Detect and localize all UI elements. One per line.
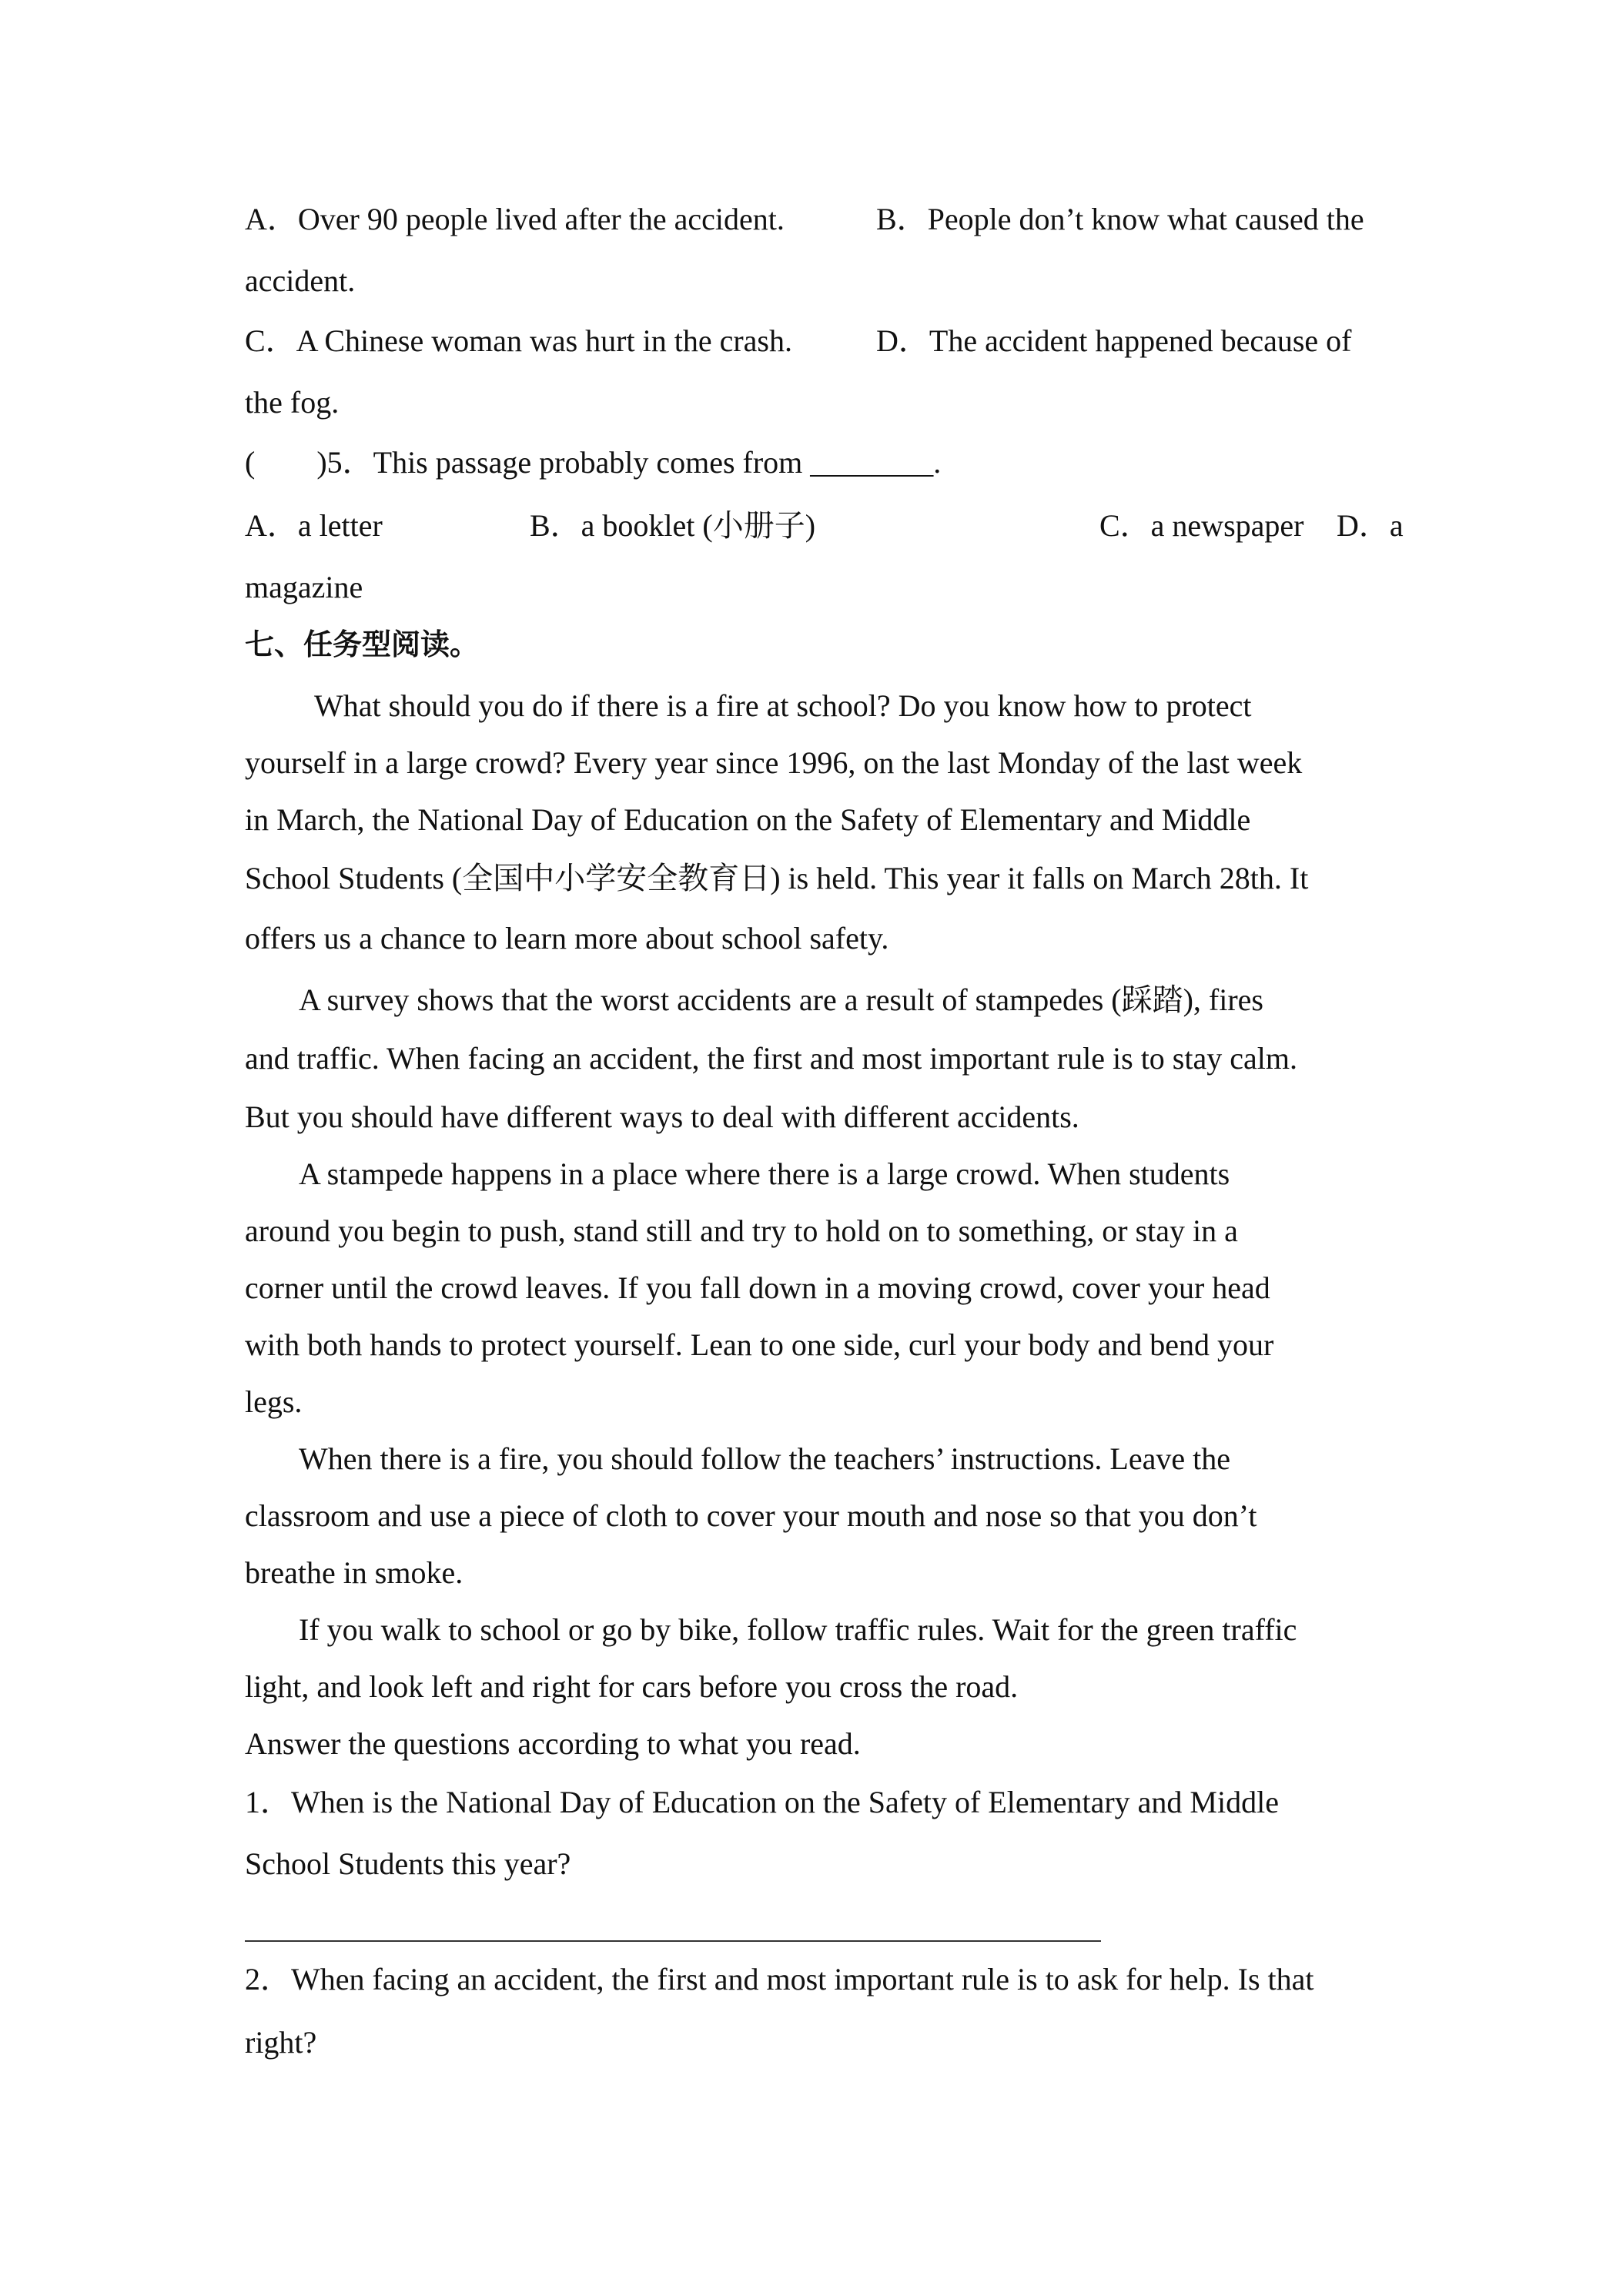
- question-1-line: 1．When is the National Day of Education on the Safety of Elementary and Middle: [245, 1785, 1279, 1819]
- passage-line: yourself in a large crowd? Every year since 1996, on the last Monday of the last week: [245, 745, 1303, 780]
- option-4c: C．A Chinese woman was hurt in the crash.: [245, 323, 792, 358]
- passage-line: breathe in smoke.: [245, 1555, 463, 1590]
- option-4a: A．Over 90 people lived after the accident.: [245, 202, 785, 236]
- passage-line: in March, the National Day of Education on the Safety of Elementary and Middle: [245, 802, 1251, 837]
- option-4b: B．People don’t know what caused the: [876, 202, 1364, 236]
- section-title: 七、任务型阅读。: [245, 628, 480, 661]
- passage-line: light, and look left and right for cars before you cross the road.: [245, 1669, 1019, 1704]
- option-5c: C．a newspaper: [1099, 508, 1304, 543]
- passage-line: But you should have different ways to deal with different accidents.: [245, 1099, 1079, 1134]
- question-1-line: School Students this year?: [245, 1846, 571, 1881]
- passage-line: When there is a fire, you should follow the teachers’ instructions. Leave the: [299, 1441, 1230, 1476]
- passage-line: classroom and use a piece of cloth to cover your mouth and nose so that you don’t: [245, 1498, 1257, 1533]
- passage-line: A survey shows that the worst accidents are a result of stampedes (踩踏), fires: [299, 982, 1263, 1017]
- option-5b: B．a booklet (小册子): [530, 508, 816, 543]
- option-5d: D．a: [1337, 508, 1404, 543]
- instructions: Answer the questions according to what you read.: [245, 1726, 861, 1761]
- passage-line: offers us a chance to learn more about school safety.: [245, 921, 889, 956]
- passage-line: with both hands to protect yourself. Lean to one side, curl your body and bend your: [245, 1327, 1274, 1362]
- option-4b-cont: accident.: [245, 263, 356, 298]
- option-4d: D．The accident happened because of: [876, 323, 1352, 358]
- question-2-line: right?: [245, 2025, 317, 2060]
- question-2-line: 2．When facing an accident, the first and most important rule is to ask for help. Is that: [245, 1962, 1314, 1996]
- passage-line: A stampede happens in a place where there is a large crowd. When students: [299, 1156, 1230, 1191]
- passage-line: If you walk to school or go by bike, follow traffic rules. Wait for the green traffic: [299, 1612, 1297, 1647]
- option-5d-cont: magazine: [245, 570, 363, 604]
- passage-line: corner until the crowd leaves. If you fall down in a moving crowd, cover your head: [245, 1270, 1270, 1305]
- passage-line: legs.: [245, 1384, 303, 1419]
- question-5-stem: ( )5．This passage probably comes from ________.: [245, 445, 942, 480]
- passage-line: What should you do if there is a fire at school? Do you know how to protect: [314, 688, 1252, 723]
- answer-blank-1[interactable]: [245, 1940, 1101, 1942]
- passage-line: and traffic. When facing an accident, the first and most important rule is to stay calm.: [245, 1041, 1297, 1076]
- option-4d-cont: the fog.: [245, 385, 340, 420]
- option-5a: A．a letter: [245, 508, 383, 543]
- passage-line: around you begin to push, stand still and try to hold on to something, or stay in a: [245, 1213, 1238, 1248]
- passage-line: School Students (全国中小学安全教育日) is held. This year it falls on March 28th. It: [245, 861, 1309, 895]
